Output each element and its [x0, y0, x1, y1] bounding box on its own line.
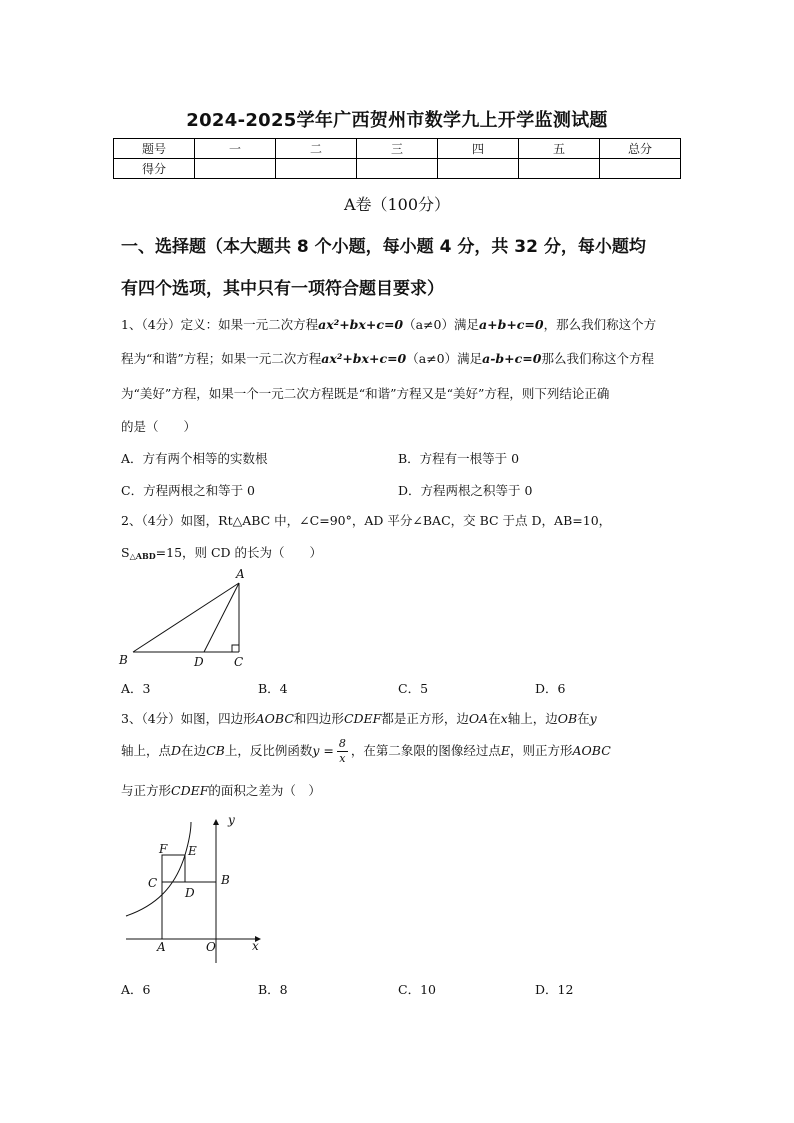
point-d: D [171, 743, 182, 758]
square-cdef: CDEF [343, 711, 382, 726]
label-f: F [159, 842, 168, 856]
q3-text: ，则正方形 [509, 743, 573, 758]
table-header-cell: 题号 [114, 139, 195, 159]
table-header-cell: 三 [357, 139, 438, 159]
score-cell[interactable] [276, 159, 357, 179]
side-ob: OB [557, 711, 578, 726]
area-symbol: S [121, 545, 130, 560]
q1-line-4: 的是（ ） [121, 419, 197, 434]
quadratic-equation: ax²+bx+c=0 [318, 317, 404, 332]
q1-option-a[interactable]: A．方有两个相等的实数根 [121, 451, 268, 466]
function-lhs: y = [312, 743, 334, 758]
q3-text: 都是正方形，边 [381, 711, 469, 726]
label-b: B [221, 873, 230, 887]
q1-line-2 [121, 349, 654, 367]
label-a: A [157, 940, 166, 954]
q3-line-3 [121, 781, 321, 799]
side-oa: OA [468, 711, 489, 726]
q3-text: 轴上，点 [121, 743, 172, 758]
q1-text: （a≠0）满足 [406, 351, 483, 366]
score-cell[interactable] [600, 159, 681, 179]
y-axis-arrow [213, 819, 219, 825]
q1-prefix: 1、（4分）定义：如果一元二次方程 [121, 317, 319, 332]
q2-line-2 [121, 543, 322, 561]
q1-option-d[interactable]: D．方程两根之积等于 0 [398, 483, 533, 498]
segment-ab [133, 583, 239, 652]
table-row [114, 159, 681, 179]
q3-option-a[interactable]: A．6 [121, 982, 151, 997]
fraction-numerator: 8 [338, 737, 346, 750]
page-title: 2024-2025学年广西贺州市数学九上开学监测试题 [186, 110, 608, 131]
q1-line-3: 为“美好”方程，如果一个一元二次方程既是“和谐”方程又是“美好”方程，则下列结论正确 [121, 386, 610, 401]
square-aobc: AOBC [255, 711, 294, 726]
q2-option-a[interactable]: A．3 [121, 681, 151, 696]
q3-text: 3、（4分）如图，四边形 [121, 711, 256, 726]
point-e: E [500, 743, 510, 758]
label-e: E [188, 844, 197, 858]
side-cb: CB [206, 743, 225, 758]
square-cdef: CDEF [171, 783, 209, 798]
score-cell[interactable] [195, 159, 276, 179]
section-heading-line: 一、选择题（本大题共 8 个小题，每小题 4 分，共 32 分，每小题均 [121, 237, 646, 257]
beauty-condition: a-b+c=0 [482, 351, 542, 366]
y-var: y [589, 711, 597, 726]
q3-text: ，在第二象限的图像经过点 [350, 743, 501, 758]
q3-text: 在边 [181, 743, 207, 758]
square-cdef-shape [162, 855, 185, 882]
table-header-cell: 总分 [600, 139, 681, 159]
label-o: O [206, 940, 216, 954]
area-subscript: △ABD [129, 551, 156, 561]
label-c: C [234, 655, 244, 669]
label-y: y [228, 813, 235, 827]
table-header-cell: 四 [438, 139, 519, 159]
q3-option-d[interactable]: D．12 [535, 982, 574, 997]
q3-text: 上，反比例函数 [224, 743, 313, 758]
q3-text: 轴上，边 [507, 711, 558, 726]
coordinate-figure [120, 808, 270, 968]
q3-option-c[interactable]: C．10 [398, 982, 436, 997]
hyperbola-curve [126, 822, 191, 916]
score-cell[interactable] [357, 159, 438, 179]
score-row-label: 得分 [114, 159, 195, 179]
label-d: D [185, 886, 195, 900]
q1-option-b[interactable]: B．方程有一根等于 0 [398, 451, 520, 466]
q2-line-1: 2、（4分）如图，Rt△ABC 中，∠C=90°，AD 平分∠BAC，交 BC 于点 D，AB=10， [121, 513, 612, 528]
score-cell[interactable] [519, 159, 600, 179]
q2-option-b[interactable]: B．4 [258, 681, 288, 696]
table-row [114, 139, 681, 159]
harmony-condition: a+b+c=0 [479, 317, 544, 332]
q1-text: （a≠0）满足 [403, 317, 480, 332]
score-cell[interactable] [438, 159, 519, 179]
quadratic-equation: ax²+bx+c=0 [321, 351, 407, 366]
fraction-denominator: x [339, 752, 346, 765]
q1-text: ，那么我们称这个方 [543, 317, 657, 332]
table-header-cell: 五 [519, 139, 600, 159]
table-header-cell: 二 [276, 139, 357, 159]
score-table [113, 138, 681, 179]
q1-line-1 [121, 315, 656, 333]
q3-option-b[interactable]: B．8 [258, 982, 288, 997]
q3-line-1 [121, 709, 597, 727]
x-var: x [500, 711, 508, 726]
label-c: C [148, 876, 158, 890]
label-a: A [236, 567, 245, 581]
segment-ad [204, 583, 239, 652]
label-x: x [252, 939, 259, 953]
q3-line-2 [121, 737, 611, 766]
q3-text: 和四边形 [293, 711, 344, 726]
q3-text: 在 [577, 711, 590, 726]
function-fraction [337, 737, 348, 766]
label-d: D [194, 655, 204, 669]
section-a-title: A卷（100分） [343, 195, 451, 214]
section-heading-line: 有四个选项，其中只有一项符合题目要求） [121, 279, 444, 299]
q3-text: 的面积之差为（ ） [208, 783, 321, 798]
q1-option-c[interactable]: C．方程两根之和等于 0 [121, 483, 255, 498]
q2-option-d[interactable]: D．6 [535, 681, 566, 696]
q1-text: 程为“和谐”方程；如果一元二次方程 [121, 351, 322, 366]
square-aobc: AOBC [572, 743, 611, 758]
q2-option-c[interactable]: C．5 [398, 681, 429, 696]
table-header-cell: 一 [195, 139, 276, 159]
label-b: B [119, 653, 128, 667]
q2-text: =15，则 CD 的长为（ ） [155, 545, 323, 560]
q3-text: 与正方形 [121, 783, 172, 798]
q3-text: 在 [488, 711, 501, 726]
q1-text: 那么我们称这个方程 [541, 351, 654, 366]
right-angle-mark [232, 645, 239, 652]
triangle-figure [115, 565, 265, 670]
